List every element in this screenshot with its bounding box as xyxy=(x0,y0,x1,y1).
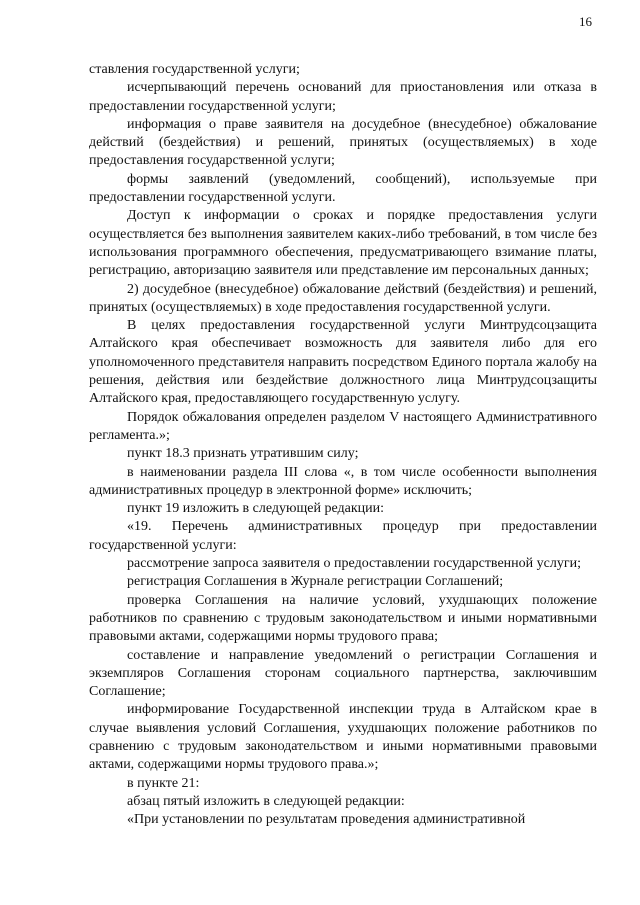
paragraph: информация о праве заявителя на досудебное (внесудебное) обжалование действий (бездействия) и решений, принятых (осуществляемых) в ходе предоставления государственной услуги; xyxy=(89,116,597,169)
page-number: 16 xyxy=(579,14,592,29)
paragraph: «19. Перечень административных процедур при предоставлении государственной услуги: xyxy=(89,519,597,553)
paragraph: в пункте 21: xyxy=(127,775,200,791)
paragraph: проверка Соглашения на наличие условий, ухудшающих положение работников по сравнению с трудовым законодательством и иными нормативными правовыми актами, содержащими нормы трудового права; xyxy=(89,592,597,645)
paragraph: в наименовании раздела III слова «, в том числе особенности выполнения административных процедур в электронной форме» исключить; xyxy=(89,464,597,498)
paragraph: Доступ к информации о сроках и порядке предоставления услуги осуществляется без выполнения заявителем каких-либо требований, в том числе без использования программного обеспечения, предусматривающего взимание платы, регистрацию, авторизацию заявителя или представление им персональных данных; xyxy=(89,208,597,279)
paragraph: пункт 18.3 признать утратившим силу; xyxy=(127,446,359,462)
body-text xyxy=(89,61,597,829)
paragraph: исчерпывающий перечень оснований для приостановления или отказа в предоставлении государственной услуги; xyxy=(89,80,597,114)
paragraph: рассмотрение запроса заявителя о предоставлении государственной услуги; xyxy=(127,556,581,572)
paragraph: информирование Государственной инспекции труда в Алтайском крае в случае выявления условий Соглашения, ухудшающих положение работников по сравнению с трудовым законодательством и иными нормативными правовыми актами, содержащими нормы трудового права.»; xyxy=(89,702,597,773)
paragraph: 2) досудебное (внесудебное) обжалование действий (бездействия) и решений, принятых (осуществляемых) в ходе предоставления государственной услуги. xyxy=(89,281,597,315)
paragraph: составление и направление уведомлений о регистрации Соглашения и экземпляров Соглашения сторонам социального партнерства, заключившим Соглашение; xyxy=(89,647,597,700)
paragraph: ставления государственной услуги; xyxy=(89,62,300,77)
paragraph: Порядок обжалования определен разделом V настоящего Административного регламента.»; xyxy=(89,409,597,443)
paragraph: В целях предоставления государственной услуги Минтрудсоцзащита Алтайского края обеспечивает возможность для заявителя либо для его уполномоченного представителя направить посредством Единого портала жалобу на решения, действия или бездействие должностного лица Минтрудсоцзащиты Алтайского края, предоставляющего государственную услугу. xyxy=(89,318,597,407)
paragraph: абзац пятый изложить в следующей редакции: xyxy=(127,793,405,809)
paragraph: формы заявлений (уведомлений, сообщений), используемые при предоставлении государственной услуги. xyxy=(89,171,597,206)
paragraph: пункт 19 изложить в следующей редакции: xyxy=(127,501,384,517)
paragraph: регистрация Соглашения в Журнале регистрации Соглашений; xyxy=(127,574,504,590)
paragraph: «При установлении по результатам проведения административной xyxy=(127,812,526,828)
